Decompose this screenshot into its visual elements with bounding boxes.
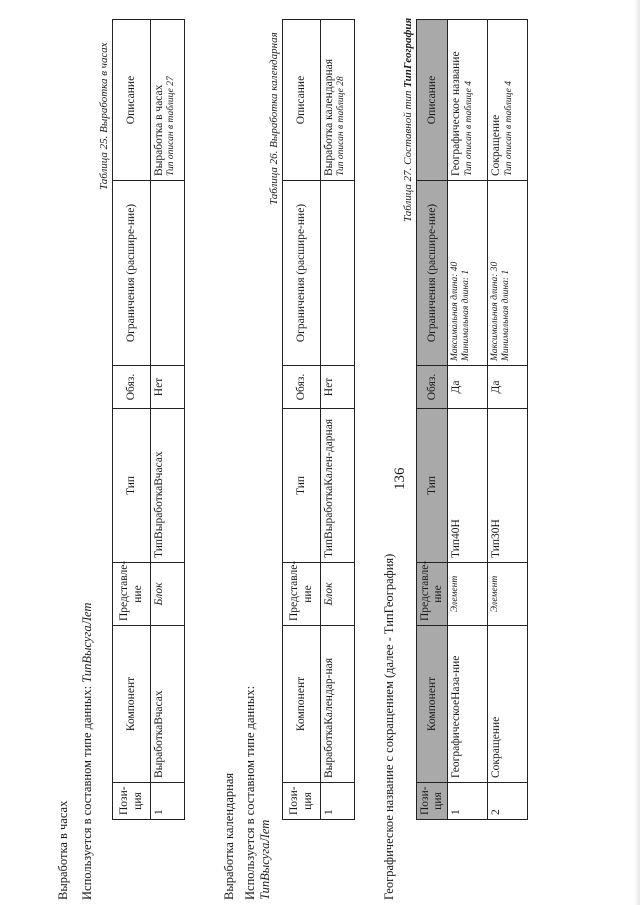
table27-header-restrictions: Ограничения (расшире-ние) [417, 181, 448, 366]
table26-header-component: Компонент [283, 626, 321, 783]
description-note: Тип описан в таблице 4 [463, 81, 474, 176]
cell-component: ГеографическоеНаза-ние [448, 626, 488, 783]
cell-type: ТипВыработкаКален-дарная [321, 409, 355, 563]
table-row [448, 20, 488, 820]
cell-description [151, 20, 185, 181]
table26-header-restrictions: Ограничения (расшире-ние) [283, 181, 321, 366]
table25 [112, 19, 185, 820]
table27-header-representation: Представле-ние [417, 563, 448, 626]
table26-header-type: Тип [283, 409, 321, 563]
cell-restrictions [448, 181, 488, 366]
table27 [416, 19, 528, 820]
table27-header-type: Тип [417, 409, 448, 563]
table25-header-required: Обяз. [113, 366, 151, 409]
cell-component: Сокращение [488, 626, 528, 783]
cell-representation: Элемент [448, 563, 488, 626]
restriction-min-length: Минимальная длина: 1 [461, 269, 472, 361]
table26-header-row [283, 20, 321, 820]
cell-description [488, 20, 528, 181]
table27-header-row [417, 20, 448, 820]
table27-caption-type: ТипГеография [402, 17, 414, 88]
table-row [321, 20, 355, 820]
table25-header-row [113, 20, 151, 820]
section2-heading: Выработка календарная [222, 772, 236, 900]
cell-representation: Блок [321, 563, 355, 626]
section1-used-in-type: ТипВысугаЛет [80, 602, 94, 683]
cell-position: 1 [151, 783, 185, 820]
table27-header-required: Обяз. [417, 366, 448, 409]
section1-used-in-prefix: Используется в составном типе данных: [80, 682, 94, 900]
description-note: Тип описан в таблице 4 [503, 81, 514, 176]
table26-header-description: Описание [283, 20, 321, 181]
description-note: Тип описан в таблице 28 [336, 76, 347, 176]
cell-restrictions [151, 181, 185, 366]
description-text: Сокращение [490, 114, 503, 176]
section1-used-in [80, 603, 95, 900]
table25-header-component: Компонент [113, 626, 151, 783]
restriction-min-length: Минимальная длина: 1 [501, 269, 512, 361]
table27-header-description: Описание [417, 20, 448, 181]
table26-header-position: Пози-ция [283, 783, 321, 820]
cell-restrictions [321, 181, 355, 366]
cell-description [448, 20, 488, 181]
table25-header-representation: Представле-ние [113, 563, 151, 626]
cell-representation: Блок [151, 563, 185, 626]
table-row [151, 20, 185, 820]
description-text: Географическое название [450, 51, 463, 176]
cell-required: Нет [151, 366, 185, 409]
cell-position: 2 [488, 783, 528, 820]
description-text: Выработка календарная [323, 59, 335, 176]
table25-header-position: Пози-ция [113, 783, 151, 820]
table26-header-required: Обяз. [283, 366, 321, 409]
table-row [488, 20, 528, 820]
cell-position: 1 [321, 783, 355, 820]
table25-caption: Таблица 25. Выработка в часах [98, 42, 110, 190]
section1-heading: Выработка в часах [56, 800, 70, 900]
cell-description [321, 20, 355, 181]
description-text: Выработка в часах [153, 84, 165, 176]
cell-component: ВыработкаКалендар-ная [321, 626, 355, 783]
section3-heading: Географическое название с сокращением (далее - ТипГеография) [382, 553, 396, 900]
section2-used-in-prefix: Используется в составном типе данных: [243, 685, 257, 900]
section2-used-in-type: ТипВысугаЛет [258, 819, 272, 900]
cell-required: Да [448, 366, 488, 409]
description-note: Тип описан в таблице 27 [166, 76, 177, 176]
cell-representation: Элемент [488, 563, 528, 626]
table27-header-component: Компонент [417, 626, 448, 783]
table26 [282, 19, 355, 820]
table26-header-representation: Представле-ние [283, 563, 321, 626]
cell-required: Нет [321, 366, 355, 409]
cell-required: Да [488, 366, 528, 409]
restriction-max-length: Максимальная длина: 30 [490, 261, 501, 361]
cell-type: Тип30Н [488, 409, 528, 563]
table27-header-position: Пози-ция [417, 783, 448, 820]
table27-caption [402, 18, 414, 222]
cell-component: ВыработкаВчасах [151, 626, 185, 783]
table25-header-type: Тип [113, 409, 151, 563]
cell-position: 1 [448, 783, 488, 820]
table25-header-description: Описание [113, 20, 151, 181]
page-number: 136 [392, 467, 408, 490]
cell-restrictions [488, 181, 528, 366]
table26-caption: Таблица 26. Выработка календарная [268, 32, 280, 205]
restriction-max-length: Максимальная длина: 40 [450, 261, 461, 361]
table27-caption-prefix: Таблица 27. Составной тип [402, 87, 414, 222]
table25-header-restrictions: Ограничения (расшире-ние) [113, 181, 151, 366]
cell-type: ТипВыработкаВчасах [151, 409, 185, 563]
cell-type: Тип40Н [448, 409, 488, 563]
